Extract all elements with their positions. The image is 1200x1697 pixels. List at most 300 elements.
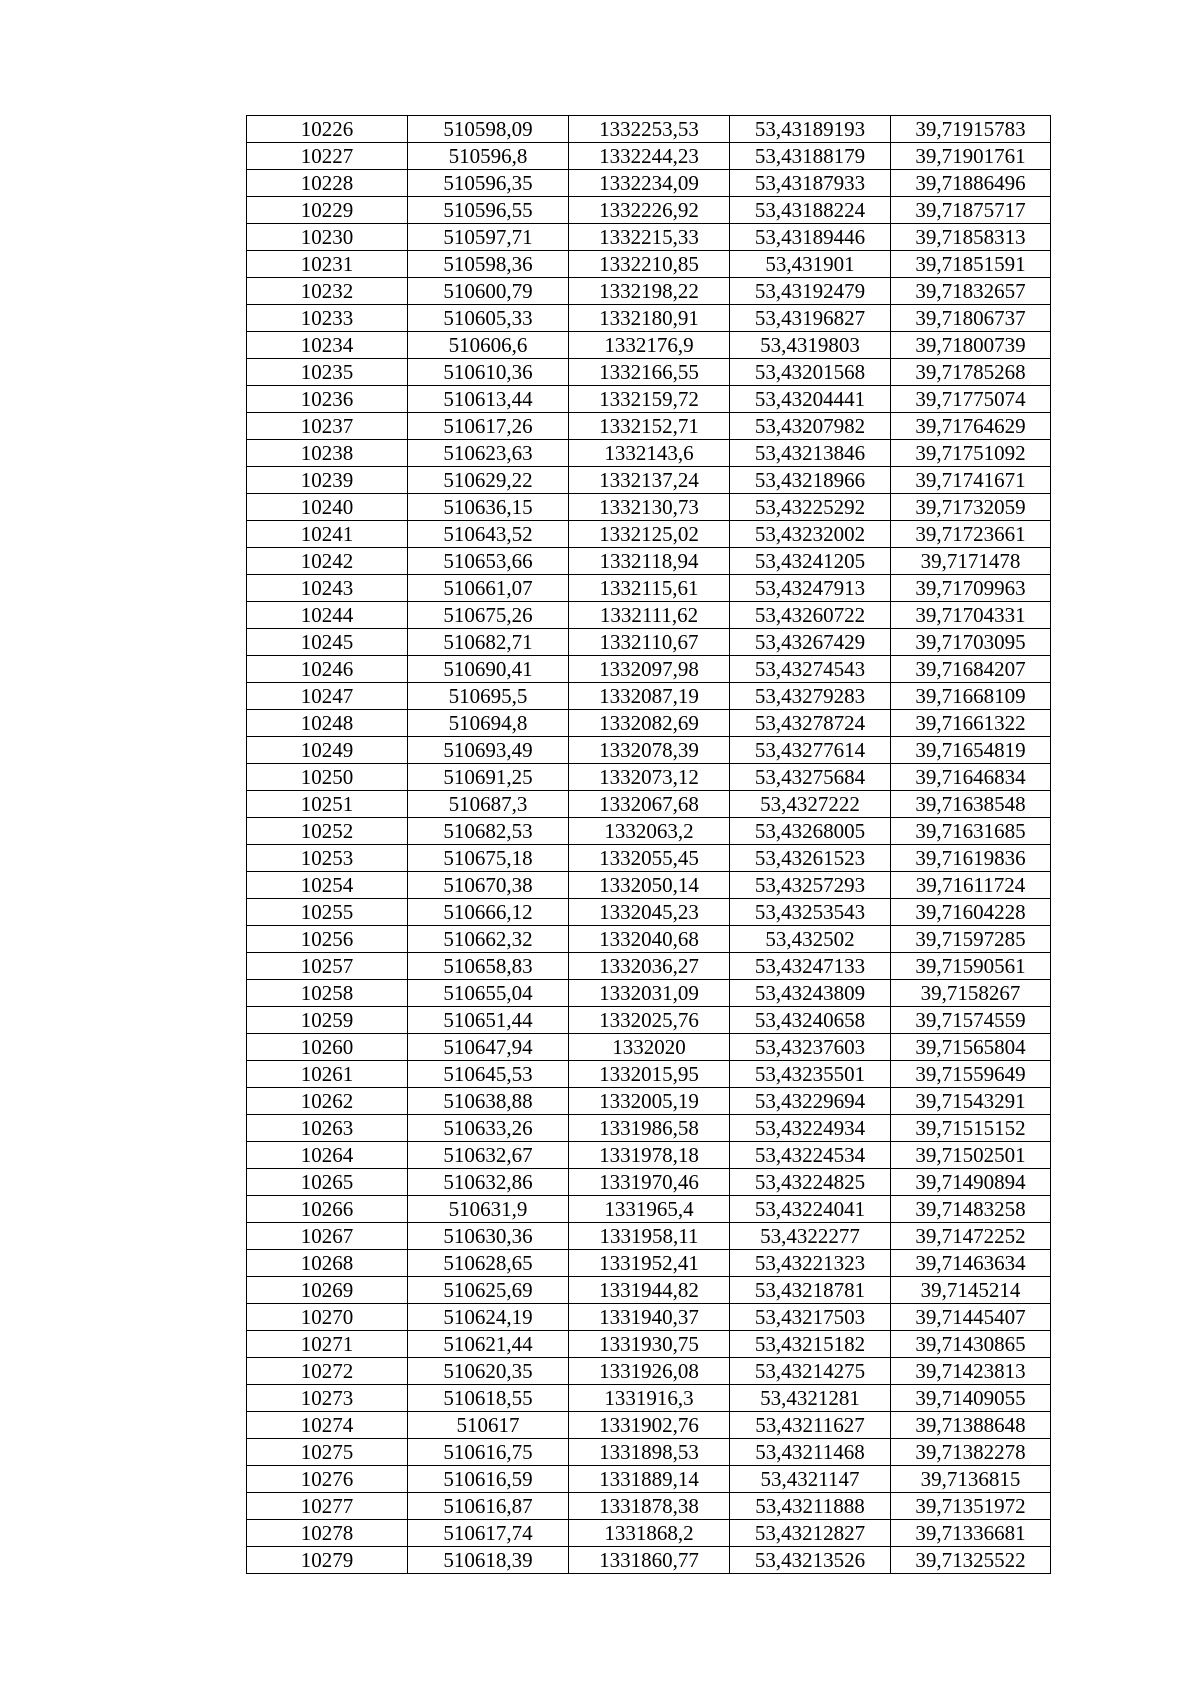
x-coordinate-cell: 510600,79	[408, 278, 569, 305]
x-coordinate-cell: 510616,59	[408, 1466, 569, 1493]
latitude-cell: 53,43207982	[730, 413, 891, 440]
longitude-cell: 39,71590561	[891, 953, 1051, 980]
latitude-cell: 53,43224934	[730, 1115, 891, 1142]
y-coordinate-cell: 1332130,73	[569, 494, 730, 521]
point-number-cell: 10244	[247, 602, 408, 629]
y-coordinate-cell: 1332210,85	[569, 251, 730, 278]
latitude-cell: 53,43260722	[730, 602, 891, 629]
point-number-cell: 10271	[247, 1331, 408, 1358]
latitude-cell: 53,43211888	[730, 1493, 891, 1520]
table-row	[247, 1115, 1051, 1142]
x-coordinate-cell: 510651,44	[408, 1007, 569, 1034]
latitude-cell: 53,43187933	[730, 170, 891, 197]
point-number-cell: 10229	[247, 197, 408, 224]
y-coordinate-cell: 1332005,19	[569, 1088, 730, 1115]
table-row	[247, 1385, 1051, 1412]
y-coordinate-cell: 1332166,55	[569, 359, 730, 386]
y-coordinate-cell: 1331860,77	[569, 1547, 730, 1574]
table-row	[247, 467, 1051, 494]
x-coordinate-cell: 510618,55	[408, 1385, 569, 1412]
longitude-cell: 39,71490894	[891, 1169, 1051, 1196]
y-coordinate-cell: 1332067,68	[569, 791, 730, 818]
point-number-cell: 10261	[247, 1061, 408, 1088]
x-coordinate-cell: 510691,25	[408, 764, 569, 791]
table-row	[247, 170, 1051, 197]
table-row	[247, 791, 1051, 818]
longitude-cell: 39,71574559	[891, 1007, 1051, 1034]
point-number-cell: 10231	[247, 251, 408, 278]
x-coordinate-cell: 510623,63	[408, 440, 569, 467]
x-coordinate-cell: 510629,22	[408, 467, 569, 494]
point-number-cell: 10242	[247, 548, 408, 575]
latitude-cell: 53,43218781	[730, 1277, 891, 1304]
point-number-cell: 10241	[247, 521, 408, 548]
longitude-cell: 39,71409055	[891, 1385, 1051, 1412]
table-row	[247, 1196, 1051, 1223]
longitude-cell: 39,71543291	[891, 1088, 1051, 1115]
table-row	[247, 548, 1051, 575]
x-coordinate-cell: 510606,6	[408, 332, 569, 359]
y-coordinate-cell: 1332118,94	[569, 548, 730, 575]
point-number-cell: 10237	[247, 413, 408, 440]
point-number-cell: 10238	[247, 440, 408, 467]
x-coordinate-cell: 510617,74	[408, 1520, 569, 1547]
longitude-cell: 39,71515152	[891, 1115, 1051, 1142]
latitude-cell: 53,43188179	[730, 143, 891, 170]
y-coordinate-cell: 1332087,19	[569, 683, 730, 710]
table-row	[247, 575, 1051, 602]
y-coordinate-cell: 1331878,38	[569, 1493, 730, 1520]
x-coordinate-cell: 510628,65	[408, 1250, 569, 1277]
table-row	[247, 953, 1051, 980]
x-coordinate-cell: 510653,66	[408, 548, 569, 575]
x-coordinate-cell: 510661,07	[408, 575, 569, 602]
point-number-cell: 10270	[247, 1304, 408, 1331]
table-row	[247, 764, 1051, 791]
latitude-cell: 53,43225292	[730, 494, 891, 521]
latitude-cell: 53,432502	[730, 926, 891, 953]
latitude-cell: 53,43221323	[730, 1250, 891, 1277]
longitude-cell: 39,71875717	[891, 197, 1051, 224]
x-coordinate-cell: 510597,71	[408, 224, 569, 251]
latitude-cell: 53,43214275	[730, 1358, 891, 1385]
x-coordinate-cell: 510616,75	[408, 1439, 569, 1466]
y-coordinate-cell: 1332253,53	[569, 116, 730, 143]
longitude-cell: 39,71631685	[891, 818, 1051, 845]
y-coordinate-cell: 1332159,72	[569, 386, 730, 413]
point-number-cell: 10256	[247, 926, 408, 953]
longitude-cell: 39,71915783	[891, 116, 1051, 143]
x-coordinate-cell: 510675,18	[408, 845, 569, 872]
longitude-cell: 39,71703095	[891, 629, 1051, 656]
x-coordinate-cell: 510658,83	[408, 953, 569, 980]
point-number-cell: 10268	[247, 1250, 408, 1277]
latitude-cell: 53,43189193	[730, 116, 891, 143]
point-number-cell: 10266	[247, 1196, 408, 1223]
longitude-cell: 39,71684207	[891, 656, 1051, 683]
longitude-cell: 39,71483258	[891, 1196, 1051, 1223]
x-coordinate-cell: 510694,8	[408, 710, 569, 737]
latitude-cell: 53,43279283	[730, 683, 891, 710]
longitude-cell: 39,71751092	[891, 440, 1051, 467]
longitude-cell: 39,71423813	[891, 1358, 1051, 1385]
latitude-cell: 53,43217503	[730, 1304, 891, 1331]
table-row	[247, 1520, 1051, 1547]
longitude-cell: 39,71382278	[891, 1439, 1051, 1466]
longitude-cell: 39,7136815	[891, 1466, 1051, 1493]
point-number-cell: 10263	[247, 1115, 408, 1142]
table-row	[247, 1250, 1051, 1277]
longitude-cell: 39,7171478	[891, 548, 1051, 575]
latitude-cell: 53,43232002	[730, 521, 891, 548]
latitude-cell: 53,43213526	[730, 1547, 891, 1574]
latitude-cell: 53,43224041	[730, 1196, 891, 1223]
latitude-cell: 53,43261523	[730, 845, 891, 872]
latitude-cell: 53,43253543	[730, 899, 891, 926]
table-row	[247, 1466, 1051, 1493]
y-coordinate-cell: 1332055,45	[569, 845, 730, 872]
x-coordinate-cell: 510624,19	[408, 1304, 569, 1331]
point-number-cell: 10277	[247, 1493, 408, 1520]
latitude-cell: 53,43268005	[730, 818, 891, 845]
y-coordinate-cell: 1332073,12	[569, 764, 730, 791]
latitude-cell: 53,43215182	[730, 1331, 891, 1358]
y-coordinate-cell: 1331952,41	[569, 1250, 730, 1277]
latitude-cell: 53,43188224	[730, 197, 891, 224]
table-row	[247, 1088, 1051, 1115]
latitude-cell: 53,43211627	[730, 1412, 891, 1439]
x-coordinate-cell: 510655,04	[408, 980, 569, 1007]
x-coordinate-cell: 510645,53	[408, 1061, 569, 1088]
x-coordinate-cell: 510632,67	[408, 1142, 569, 1169]
point-number-cell: 10234	[247, 332, 408, 359]
longitude-cell: 39,71785268	[891, 359, 1051, 386]
point-number-cell: 10254	[247, 872, 408, 899]
table-row	[247, 1223, 1051, 1250]
latitude-cell: 53,43211468	[730, 1439, 891, 1466]
latitude-cell: 53,4321147	[730, 1466, 891, 1493]
x-coordinate-cell: 510617	[408, 1412, 569, 1439]
x-coordinate-cell: 510682,71	[408, 629, 569, 656]
x-coordinate-cell: 510618,39	[408, 1547, 569, 1574]
y-coordinate-cell: 1332020	[569, 1034, 730, 1061]
point-number-cell: 10278	[247, 1520, 408, 1547]
table-row	[247, 1142, 1051, 1169]
point-number-cell: 10228	[247, 170, 408, 197]
point-number-cell: 10236	[247, 386, 408, 413]
point-number-cell: 10273	[247, 1385, 408, 1412]
x-coordinate-cell: 510613,44	[408, 386, 569, 413]
table-row	[247, 629, 1051, 656]
point-number-cell: 10265	[247, 1169, 408, 1196]
point-number-cell: 10245	[247, 629, 408, 656]
x-coordinate-cell: 510662,32	[408, 926, 569, 953]
point-number-cell: 10257	[247, 953, 408, 980]
table-row	[247, 872, 1051, 899]
latitude-cell: 53,431901	[730, 251, 891, 278]
longitude-cell: 39,71709963	[891, 575, 1051, 602]
table-row	[247, 386, 1051, 413]
x-coordinate-cell: 510690,41	[408, 656, 569, 683]
table-row	[247, 1061, 1051, 1088]
x-coordinate-cell: 510631,9	[408, 1196, 569, 1223]
coordinates-table	[246, 115, 1051, 1574]
point-number-cell: 10252	[247, 818, 408, 845]
x-coordinate-cell: 510666,12	[408, 899, 569, 926]
longitude-cell: 39,71661322	[891, 710, 1051, 737]
x-coordinate-cell: 510633,26	[408, 1115, 569, 1142]
longitude-cell: 39,71851591	[891, 251, 1051, 278]
y-coordinate-cell: 1332045,23	[569, 899, 730, 926]
x-coordinate-cell: 510621,44	[408, 1331, 569, 1358]
longitude-cell: 39,71351972	[891, 1493, 1051, 1520]
y-coordinate-cell: 1332115,61	[569, 575, 730, 602]
longitude-cell: 39,71611724	[891, 872, 1051, 899]
longitude-cell: 39,71886496	[891, 170, 1051, 197]
y-coordinate-cell: 1331970,46	[569, 1169, 730, 1196]
y-coordinate-cell: 1331940,37	[569, 1304, 730, 1331]
y-coordinate-cell: 1332036,27	[569, 953, 730, 980]
x-coordinate-cell: 510598,09	[408, 116, 569, 143]
point-number-cell: 10227	[247, 143, 408, 170]
table-row	[247, 1007, 1051, 1034]
point-number-cell: 10226	[247, 116, 408, 143]
latitude-cell: 53,4322277	[730, 1223, 891, 1250]
y-coordinate-cell: 1331986,58	[569, 1115, 730, 1142]
longitude-cell: 39,71732059	[891, 494, 1051, 521]
point-number-cell: 10248	[247, 710, 408, 737]
point-number-cell: 10262	[247, 1088, 408, 1115]
table-row	[247, 116, 1051, 143]
point-number-cell: 10246	[247, 656, 408, 683]
y-coordinate-cell: 1331965,4	[569, 1196, 730, 1223]
longitude-cell: 39,71858313	[891, 224, 1051, 251]
table-row	[247, 224, 1051, 251]
table-row	[247, 521, 1051, 548]
x-coordinate-cell: 510675,26	[408, 602, 569, 629]
y-coordinate-cell: 1332063,2	[569, 818, 730, 845]
x-coordinate-cell: 510693,49	[408, 737, 569, 764]
point-number-cell: 10272	[247, 1358, 408, 1385]
table-row	[247, 845, 1051, 872]
table-row	[247, 1412, 1051, 1439]
y-coordinate-cell: 1332215,33	[569, 224, 730, 251]
longitude-cell: 39,71775074	[891, 386, 1051, 413]
table-row	[247, 683, 1051, 710]
coordinates-table-body	[247, 116, 1051, 1574]
y-coordinate-cell: 1332198,22	[569, 278, 730, 305]
table-row	[247, 1547, 1051, 1574]
x-coordinate-cell: 510670,38	[408, 872, 569, 899]
table-row	[247, 1304, 1051, 1331]
y-coordinate-cell: 1332180,91	[569, 305, 730, 332]
y-coordinate-cell: 1331889,14	[569, 1466, 730, 1493]
latitude-cell: 53,4321281	[730, 1385, 891, 1412]
latitude-cell: 53,43224825	[730, 1169, 891, 1196]
point-number-cell: 10275	[247, 1439, 408, 1466]
latitude-cell: 53,43213846	[730, 440, 891, 467]
point-number-cell: 10259	[247, 1007, 408, 1034]
point-number-cell: 10251	[247, 791, 408, 818]
table-row	[247, 899, 1051, 926]
longitude-cell: 39,71741671	[891, 467, 1051, 494]
latitude-cell: 53,43229694	[730, 1088, 891, 1115]
x-coordinate-cell: 510682,53	[408, 818, 569, 845]
point-number-cell: 10232	[247, 278, 408, 305]
table-row	[247, 818, 1051, 845]
point-number-cell: 10274	[247, 1412, 408, 1439]
y-coordinate-cell: 1331978,18	[569, 1142, 730, 1169]
point-number-cell: 10235	[247, 359, 408, 386]
x-coordinate-cell: 510598,36	[408, 251, 569, 278]
table-row	[247, 1169, 1051, 1196]
longitude-cell: 39,71806737	[891, 305, 1051, 332]
y-coordinate-cell: 1331930,75	[569, 1331, 730, 1358]
point-number-cell: 10253	[247, 845, 408, 872]
point-number-cell: 10279	[247, 1547, 408, 1574]
y-coordinate-cell: 1332152,71	[569, 413, 730, 440]
x-coordinate-cell: 510620,35	[408, 1358, 569, 1385]
x-coordinate-cell: 510630,36	[408, 1223, 569, 1250]
longitude-cell: 39,7145214	[891, 1277, 1051, 1304]
longitude-cell: 39,71832657	[891, 278, 1051, 305]
longitude-cell: 39,71723661	[891, 521, 1051, 548]
x-coordinate-cell: 510638,88	[408, 1088, 569, 1115]
x-coordinate-cell: 510616,87	[408, 1493, 569, 1520]
y-coordinate-cell: 1332137,24	[569, 467, 730, 494]
point-number-cell: 10258	[247, 980, 408, 1007]
table-row	[247, 1358, 1051, 1385]
longitude-cell: 39,71430865	[891, 1331, 1051, 1358]
table-row	[247, 359, 1051, 386]
point-number-cell: 10243	[247, 575, 408, 602]
latitude-cell: 53,43204441	[730, 386, 891, 413]
table-row	[247, 332, 1051, 359]
table-row	[247, 1439, 1051, 1466]
table-row	[247, 926, 1051, 953]
latitude-cell: 53,43212827	[730, 1520, 891, 1547]
table-row	[247, 1331, 1051, 1358]
y-coordinate-cell: 1331868,2	[569, 1520, 730, 1547]
y-coordinate-cell: 1332244,23	[569, 143, 730, 170]
y-coordinate-cell: 1332176,9	[569, 332, 730, 359]
y-coordinate-cell: 1332234,09	[569, 170, 730, 197]
y-coordinate-cell: 1332082,69	[569, 710, 730, 737]
point-number-cell: 10264	[247, 1142, 408, 1169]
latitude-cell: 53,4319803	[730, 332, 891, 359]
x-coordinate-cell: 510605,33	[408, 305, 569, 332]
point-number-cell: 10267	[247, 1223, 408, 1250]
longitude-cell: 39,71559649	[891, 1061, 1051, 1088]
table-row	[247, 251, 1051, 278]
longitude-cell: 39,71901761	[891, 143, 1051, 170]
table-row	[247, 737, 1051, 764]
longitude-cell: 39,71800739	[891, 332, 1051, 359]
table-row	[247, 413, 1051, 440]
longitude-cell: 39,71325522	[891, 1547, 1051, 1574]
longitude-cell: 39,71502501	[891, 1142, 1051, 1169]
table-row	[247, 305, 1051, 332]
longitude-cell: 39,71764629	[891, 413, 1051, 440]
table-row	[247, 197, 1051, 224]
y-coordinate-cell: 1331958,11	[569, 1223, 730, 1250]
longitude-cell: 39,71654819	[891, 737, 1051, 764]
latitude-cell: 53,43247133	[730, 953, 891, 980]
latitude-cell: 53,43235501	[730, 1061, 891, 1088]
table-row	[247, 710, 1051, 737]
point-number-cell: 10250	[247, 764, 408, 791]
x-coordinate-cell: 510625,69	[408, 1277, 569, 1304]
y-coordinate-cell: 1331926,08	[569, 1358, 730, 1385]
longitude-cell: 39,71646834	[891, 764, 1051, 791]
point-number-cell: 10233	[247, 305, 408, 332]
longitude-cell: 39,71704331	[891, 602, 1051, 629]
latitude-cell: 53,43247913	[730, 575, 891, 602]
x-coordinate-cell: 510632,86	[408, 1169, 569, 1196]
point-number-cell: 10255	[247, 899, 408, 926]
x-coordinate-cell: 510687,3	[408, 791, 569, 818]
x-coordinate-cell: 510596,35	[408, 170, 569, 197]
longitude-cell: 39,71472252	[891, 1223, 1051, 1250]
x-coordinate-cell: 510610,36	[408, 359, 569, 386]
y-coordinate-cell: 1331898,53	[569, 1439, 730, 1466]
longitude-cell: 39,71597285	[891, 926, 1051, 953]
table-row	[247, 440, 1051, 467]
point-number-cell: 10249	[247, 737, 408, 764]
y-coordinate-cell: 1331916,3	[569, 1385, 730, 1412]
table-row	[247, 278, 1051, 305]
x-coordinate-cell: 510617,26	[408, 413, 569, 440]
latitude-cell: 53,43240658	[730, 1007, 891, 1034]
latitude-cell: 53,4327222	[730, 791, 891, 818]
longitude-cell: 39,71638548	[891, 791, 1051, 818]
y-coordinate-cell: 1332226,92	[569, 197, 730, 224]
latitude-cell: 53,43275684	[730, 764, 891, 791]
point-number-cell: 10247	[247, 683, 408, 710]
longitude-cell: 39,71565804	[891, 1034, 1051, 1061]
table-row	[247, 602, 1051, 629]
latitude-cell: 53,43267429	[730, 629, 891, 656]
table-row	[247, 494, 1051, 521]
latitude-cell: 53,43196827	[730, 305, 891, 332]
point-number-cell: 10240	[247, 494, 408, 521]
table-row	[247, 1277, 1051, 1304]
latitude-cell: 53,43241205	[730, 548, 891, 575]
point-number-cell: 10230	[247, 224, 408, 251]
table-row	[247, 1034, 1051, 1061]
latitude-cell: 53,43218966	[730, 467, 891, 494]
y-coordinate-cell: 1332025,76	[569, 1007, 730, 1034]
longitude-cell: 39,71336681	[891, 1520, 1051, 1547]
table-row	[247, 980, 1051, 1007]
y-coordinate-cell: 1332050,14	[569, 872, 730, 899]
longitude-cell: 39,71668109	[891, 683, 1051, 710]
latitude-cell: 53,43192479	[730, 278, 891, 305]
latitude-cell: 53,43201568	[730, 359, 891, 386]
point-number-cell: 10239	[247, 467, 408, 494]
y-coordinate-cell: 1332125,02	[569, 521, 730, 548]
x-coordinate-cell: 510643,52	[408, 521, 569, 548]
table-row	[247, 1493, 1051, 1520]
longitude-cell: 39,71604228	[891, 899, 1051, 926]
x-coordinate-cell: 510695,5	[408, 683, 569, 710]
latitude-cell: 53,43189446	[730, 224, 891, 251]
latitude-cell: 53,43278724	[730, 710, 891, 737]
y-coordinate-cell: 1332097,98	[569, 656, 730, 683]
latitude-cell: 53,43257293	[730, 872, 891, 899]
point-number-cell: 10276	[247, 1466, 408, 1493]
x-coordinate-cell: 510596,8	[408, 143, 569, 170]
